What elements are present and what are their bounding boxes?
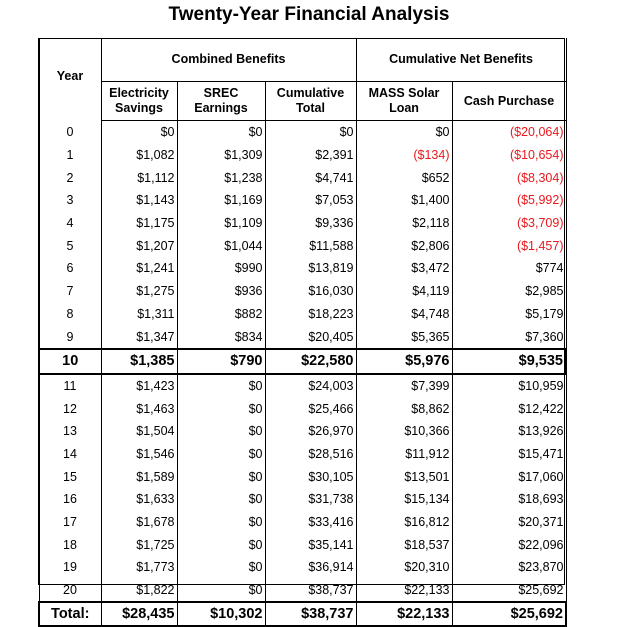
cell-cash-purchase: $23,870 xyxy=(452,556,566,579)
cell-cumulative-total: $31,738 xyxy=(265,488,356,511)
totals-row xyxy=(39,602,566,626)
table-row xyxy=(39,189,566,212)
cell-cumulative-total: $33,416 xyxy=(265,511,356,534)
cell-electricity-savings: $1,822 xyxy=(101,579,177,603)
cell-year: 11 xyxy=(39,374,101,398)
header-cash-purchase: Cash Purchase xyxy=(452,82,566,121)
table-row xyxy=(39,349,566,374)
cell-mass-solar-loan: $15,134 xyxy=(356,488,452,511)
cell-cash-purchase: $25,692 xyxy=(452,579,566,603)
cell-mass-solar-loan: $8,862 xyxy=(356,397,452,420)
cell-cumulative-total: $4,741 xyxy=(265,166,356,189)
header-srec-line1: SREC xyxy=(203,86,239,100)
cell-year: 20 xyxy=(39,579,101,603)
cell-year: 1 xyxy=(39,144,101,167)
cell-year: 2 xyxy=(39,166,101,189)
cell-srec-earnings: $0 xyxy=(177,397,265,420)
table-row xyxy=(39,121,566,144)
cell-cumulative-total: $16,030 xyxy=(265,280,356,303)
cell-srec-earnings: $990 xyxy=(177,257,265,280)
cell-srec-earnings: $0 xyxy=(177,488,265,511)
cell-mass-solar-loan: $4,119 xyxy=(356,280,452,303)
cell-mass-solar-loan: $10,366 xyxy=(356,420,452,443)
cell-electricity-savings: $1,082 xyxy=(101,144,177,167)
cell-cumulative-total: $13,819 xyxy=(265,257,356,280)
cell-year: 12 xyxy=(39,397,101,420)
cell-mass-solar-loan: $0 xyxy=(356,121,452,144)
cell-cash-purchase: $774 xyxy=(452,257,566,280)
cell-cash-purchase: ($3,709) xyxy=(452,212,566,235)
cell-mass-solar-loan: $1,400 xyxy=(356,189,452,212)
cell-year: 8 xyxy=(39,303,101,326)
cell-electricity-savings: $1,546 xyxy=(101,443,177,466)
cell-year: 6 xyxy=(39,257,101,280)
header-mass-loan xyxy=(356,82,452,121)
cell-cash-purchase: $17,060 xyxy=(452,465,566,488)
cell-mass-solar-loan: $4,748 xyxy=(356,303,452,326)
cell-srec-earnings: $0 xyxy=(177,533,265,556)
cell-electricity-savings: $1,504 xyxy=(101,420,177,443)
table-row xyxy=(39,374,566,398)
cell-year: 9 xyxy=(39,325,101,349)
header-group-cumulative: Cumulative Net Benefits xyxy=(356,38,566,82)
cell-cumulative-total: $22,580 xyxy=(265,349,356,374)
cell-mass-solar-loan: $7,399 xyxy=(356,374,452,398)
cell-year: 0 xyxy=(39,121,101,144)
cell-cumulative-total: $0 xyxy=(265,121,356,144)
cell-cumulative-total: $26,970 xyxy=(265,420,356,443)
cell-mass-solar-loan: $5,365 xyxy=(356,325,452,349)
total-srec-earnings: $10,302 xyxy=(177,602,265,626)
header-electricity-line2: Savings xyxy=(115,101,163,115)
cell-mass-solar-loan: $20,310 xyxy=(356,556,452,579)
cell-cumulative-total: $20,405 xyxy=(265,325,356,349)
cell-srec-earnings: $936 xyxy=(177,280,265,303)
cell-cumulative-total: $36,914 xyxy=(265,556,356,579)
cell-srec-earnings: $0 xyxy=(177,374,265,398)
header-year xyxy=(39,38,101,121)
cell-electricity-savings: $1,423 xyxy=(101,374,177,398)
table-row xyxy=(39,257,566,280)
table-body xyxy=(39,38,566,626)
header-mass-line2: Loan xyxy=(389,101,419,115)
table-row xyxy=(39,465,566,488)
table-row xyxy=(39,397,566,420)
cell-cash-purchase: $18,693 xyxy=(452,488,566,511)
cell-cumulative-total: $35,141 xyxy=(265,533,356,556)
cell-year: 4 xyxy=(39,212,101,235)
cell-cash-purchase: ($10,654) xyxy=(452,144,566,167)
cell-cash-purchase: $10,959 xyxy=(452,374,566,398)
cell-srec-earnings: $1,309 xyxy=(177,144,265,167)
header-srec xyxy=(177,82,265,121)
header-year-label: Year xyxy=(56,69,84,83)
cell-cash-purchase: $12,422 xyxy=(452,397,566,420)
cell-year: 17 xyxy=(39,511,101,534)
table-row xyxy=(39,166,566,189)
cell-electricity-savings: $1,175 xyxy=(101,212,177,235)
cell-srec-earnings: $0 xyxy=(177,511,265,534)
financial-table xyxy=(38,38,567,627)
table-row xyxy=(39,511,566,534)
cell-cash-purchase: ($8,304) xyxy=(452,166,566,189)
cell-cash-purchase: $20,371 xyxy=(452,511,566,534)
cell-mass-solar-loan: $5,976 xyxy=(356,349,452,374)
cell-year: 15 xyxy=(39,465,101,488)
cell-electricity-savings: $1,241 xyxy=(101,257,177,280)
cell-electricity-savings: $1,725 xyxy=(101,533,177,556)
header-electricity xyxy=(101,82,177,121)
cell-cumulative-total: $24,003 xyxy=(265,374,356,398)
table-row xyxy=(39,579,566,603)
cell-mass-solar-loan: $22,133 xyxy=(356,579,452,603)
cell-cash-purchase: $22,096 xyxy=(452,533,566,556)
cell-cash-purchase: $2,985 xyxy=(452,280,566,303)
header-row-columns xyxy=(39,82,566,121)
cell-year: 18 xyxy=(39,533,101,556)
cell-srec-earnings: $1,109 xyxy=(177,212,265,235)
cell-mass-solar-loan: $18,537 xyxy=(356,533,452,556)
table-row xyxy=(39,420,566,443)
table-row xyxy=(39,212,566,235)
total-cash-purchase: $25,692 xyxy=(452,602,566,626)
table-row xyxy=(39,488,566,511)
cell-srec-earnings: $0 xyxy=(177,121,265,144)
cell-year: 13 xyxy=(39,420,101,443)
cell-srec-earnings: $834 xyxy=(177,325,265,349)
cell-electricity-savings: $1,347 xyxy=(101,325,177,349)
cell-cumulative-total: $18,223 xyxy=(265,303,356,326)
cell-cash-purchase: $5,179 xyxy=(452,303,566,326)
table-row xyxy=(39,443,566,466)
cell-cash-purchase: ($20,064) xyxy=(452,121,566,144)
cell-mass-solar-loan: $11,912 xyxy=(356,443,452,466)
cell-year: 19 xyxy=(39,556,101,579)
cell-year: 16 xyxy=(39,488,101,511)
cell-cash-purchase: $13,926 xyxy=(452,420,566,443)
cell-electricity-savings: $1,773 xyxy=(101,556,177,579)
cell-year: 10 xyxy=(39,349,101,374)
cell-electricity-savings: $1,207 xyxy=(101,234,177,257)
cell-cumulative-total: $7,053 xyxy=(265,189,356,212)
page-title: Twenty-Year Financial Analysis xyxy=(168,4,450,25)
cell-electricity-savings: $1,678 xyxy=(101,511,177,534)
cell-cumulative-total: $38,737 xyxy=(265,579,356,603)
header-cumulative-line2: Total xyxy=(296,101,325,115)
cell-electricity-savings: $1,143 xyxy=(101,189,177,212)
header-group-combined: Combined Benefits xyxy=(101,38,356,82)
cell-cumulative-total: $9,336 xyxy=(265,212,356,235)
cell-mass-solar-loan: $2,806 xyxy=(356,234,452,257)
cell-cumulative-total: $2,391 xyxy=(265,144,356,167)
cell-cash-purchase: ($5,992) xyxy=(452,189,566,212)
cell-year: 3 xyxy=(39,189,101,212)
cell-cash-purchase: ($1,457) xyxy=(452,234,566,257)
total-cumulative-total: $38,737 xyxy=(265,602,356,626)
cell-srec-earnings: $882 xyxy=(177,303,265,326)
cell-cumulative-total: $25,466 xyxy=(265,397,356,420)
table-row xyxy=(39,556,566,579)
table-row xyxy=(39,533,566,556)
header-electricity-line1: Electricity xyxy=(109,86,169,100)
cell-electricity-savings: $1,589 xyxy=(101,465,177,488)
table-row xyxy=(39,144,566,167)
cell-mass-solar-loan: $16,812 xyxy=(356,511,452,534)
cell-srec-earnings: $0 xyxy=(177,579,265,603)
cell-electricity-savings: $1,275 xyxy=(101,280,177,303)
cell-mass-solar-loan: $652 xyxy=(356,166,452,189)
table-row xyxy=(39,280,566,303)
cell-cash-purchase: $9,535 xyxy=(452,349,566,374)
header-cumulative-line1: Cumulative xyxy=(276,86,345,100)
cell-mass-solar-loan: ($134) xyxy=(356,144,452,167)
cell-cumulative-total: $28,516 xyxy=(265,443,356,466)
total-electricity-savings: $28,435 xyxy=(101,602,177,626)
cell-srec-earnings: $1,238 xyxy=(177,166,265,189)
cell-mass-solar-loan: $2,118 xyxy=(356,212,452,235)
cell-electricity-savings: $1,633 xyxy=(101,488,177,511)
table-row xyxy=(39,234,566,257)
cell-year: 5 xyxy=(39,234,101,257)
cell-year: 7 xyxy=(39,280,101,303)
cell-electricity-savings: $1,385 xyxy=(101,349,177,374)
total-mass-solar-loan: $22,133 xyxy=(356,602,452,626)
cell-cumulative-total: $11,588 xyxy=(265,234,356,257)
cell-srec-earnings: $0 xyxy=(177,443,265,466)
cell-electricity-savings: $0 xyxy=(101,121,177,144)
cell-electricity-savings: $1,311 xyxy=(101,303,177,326)
cell-mass-solar-loan: $13,501 xyxy=(356,465,452,488)
table-row xyxy=(39,303,566,326)
totals-label: Total: xyxy=(39,602,101,626)
header-row-groups xyxy=(39,38,566,82)
header-srec-line2: Earnings xyxy=(194,101,248,115)
cell-year: 14 xyxy=(39,443,101,466)
cell-srec-earnings: $0 xyxy=(177,420,265,443)
cell-srec-earnings: $0 xyxy=(177,465,265,488)
header-mass-line1: MASS Solar xyxy=(368,86,440,100)
cell-srec-earnings: $1,169 xyxy=(177,189,265,212)
cell-electricity-savings: $1,463 xyxy=(101,397,177,420)
cell-srec-earnings: $1,044 xyxy=(177,234,265,257)
cell-mass-solar-loan: $3,472 xyxy=(356,257,452,280)
cell-srec-earnings: $790 xyxy=(177,349,265,374)
cell-srec-earnings: $0 xyxy=(177,556,265,579)
header-cumulative-total xyxy=(265,82,356,121)
table-row xyxy=(39,325,566,349)
cell-cash-purchase: $7,360 xyxy=(452,325,566,349)
cell-cash-purchase: $15,471 xyxy=(452,443,566,466)
cell-electricity-savings: $1,112 xyxy=(101,166,177,189)
cell-cumulative-total: $30,105 xyxy=(265,465,356,488)
